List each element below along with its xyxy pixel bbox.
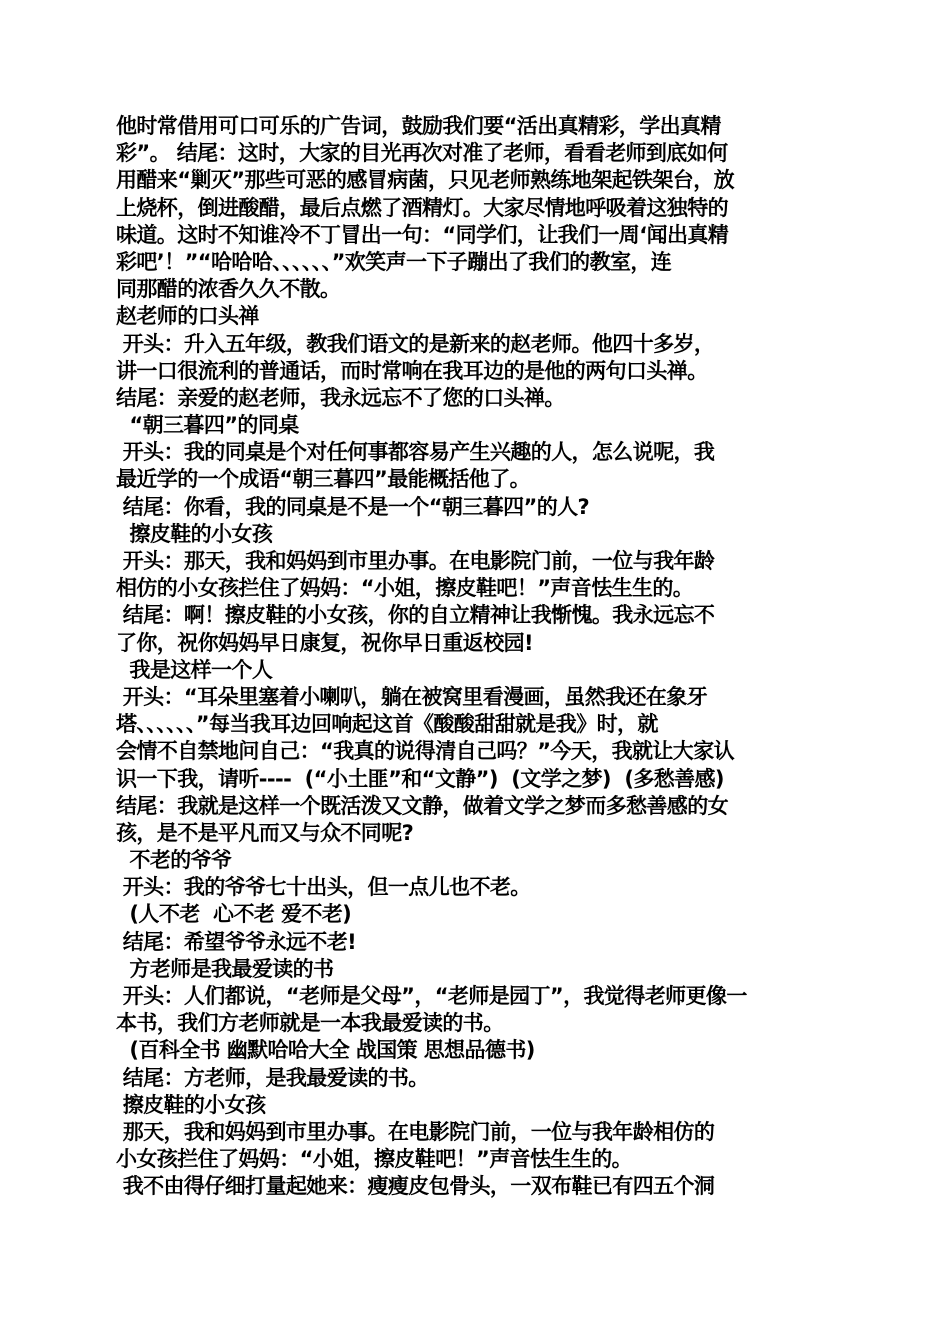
text-line: 上烧杯，倒进酸醋，最后点燃了酒精灯。大家尽情地呼吸着这独特的 [116,195,728,220]
text-line: 结尾：啊！擦皮鞋的小女孩，你的自立精神让我惭愧。我永远忘不 [116,603,715,628]
text-line: 开头：“耳朵里塞着小喇叭，躺在被窝里看漫画，虽然我还在象牙 [116,684,708,709]
text-line: 彩吧’！”“哈哈哈、、、、、、”欢笑声一下子蹦出了我们的教室，连 [116,249,672,274]
text-line: 会情不自禁地问自己：“我真的说得清自己吗？”今天，我就让大家认 [116,739,735,764]
text-line: 结尾：你看，我的同桌是不是一个“朝三暮四”的人? [116,494,590,519]
section-heading: 我是这样一个人 [116,657,273,682]
text-line: 结尾：希望爷爷永远不老! [116,929,357,954]
text-line: 讲一口很流利的普通话，而时常响在我耳边的是他的两句口头禅。 [116,358,708,383]
text-line: 那天，我和妈妈到市里办事。在电影院门前，一位与我年龄相仿的 [116,1119,715,1144]
text-line: 小女孩拦住了妈妈：“小姐，擦皮鞋吧！”声音怯生生的。 [116,1147,633,1172]
text-line: 最近学的一个成语“朝三暮四”最能概括他了。 [116,467,531,492]
text-line: 开头：我的爷爷七十出头，但一点儿也不老。 [116,875,531,900]
section-heading: “朝三暮四”的同桌 [116,413,299,438]
section-heading: 方老师是我最爱读的书 [116,956,334,981]
text-line: 识一下我，请听---- (“小土匪”和“文静”) (文学之梦) (多愁善感) [116,766,724,791]
text-line: 开头：升入五年级，教我们语文的是新来的赵老师。他四十多岁， [116,331,715,356]
text-line: 塔、、、、、、”每当我耳边回响起这首《酸酸甜甜就是我》时，就 [116,712,658,737]
section-heading: 擦皮鞋的小女孩 [116,1092,266,1117]
text-line: 结尾：亲爱的赵老师，我永远忘不了您的口头禅。 [116,385,565,410]
text-line: 用醋来“剿灭”那些可恶的感冒病菌，只见老师熟练地架起铁架台，放 [116,168,735,193]
section-heading: 擦皮鞋的小女孩 [116,521,273,546]
text-line: 本书，我们方老师就是一本我最爱读的书。 [116,1011,504,1036]
text-line: 味道。这时不知谁冷不丁冒出一句：“同学们，让我们一周‘闻出真精 [116,222,729,247]
text-line: 彩”。 结尾：这时，大家的目光再次对准了老师，看看老师到底如何 [116,141,728,166]
text-line: 开头：那天，我和妈妈到市里办事。在电影院门前，一位与我年龄 [116,549,715,573]
text-line: 了你，祝你妈妈早日康复，祝你早日重返校园! [116,630,533,655]
document-body [116,113,836,1201]
text-line: 我不由得仔细打量起她来：瘦瘦皮包骨头，一双布鞋已有四五个洞 [116,1174,715,1199]
text-line: 开头：人们都说，“老师是父母”，“老师是园丁”，我觉得老师更像一 [116,984,747,1008]
text-line: (百科全书 幽默哈哈大全 战国策 思想品德书) [116,1038,535,1063]
text-line: 开头：我的同桌是个对任何事都容易产生兴趣的人，怎么说呢，我 [116,440,715,465]
text-line: 结尾：方老师，是我最爱读的书。 [116,1065,429,1090]
text-line: 他时常借用可口可乐的广告词，鼓励我们要“活出真精彩，学出真精 [116,114,721,138]
text-line: 孩，是不是平凡而又与众不同呢? [116,820,414,845]
text-line: 结尾：我就是这样一个既活泼又文静，做着文学之梦而多愁善感的女 [116,793,728,818]
text-line: 相仿的小女孩拦住了妈妈：“小姐，擦皮鞋吧！”声音怯生生的。 [116,576,694,601]
text-line: 同那醋的浓香久久不散。 [116,277,341,302]
section-heading: 赵老师的口头禅 [116,304,259,329]
section-heading: 不老的爷爷 [116,848,232,873]
text-line: (人不老 心不老 爱不老) [116,902,352,927]
